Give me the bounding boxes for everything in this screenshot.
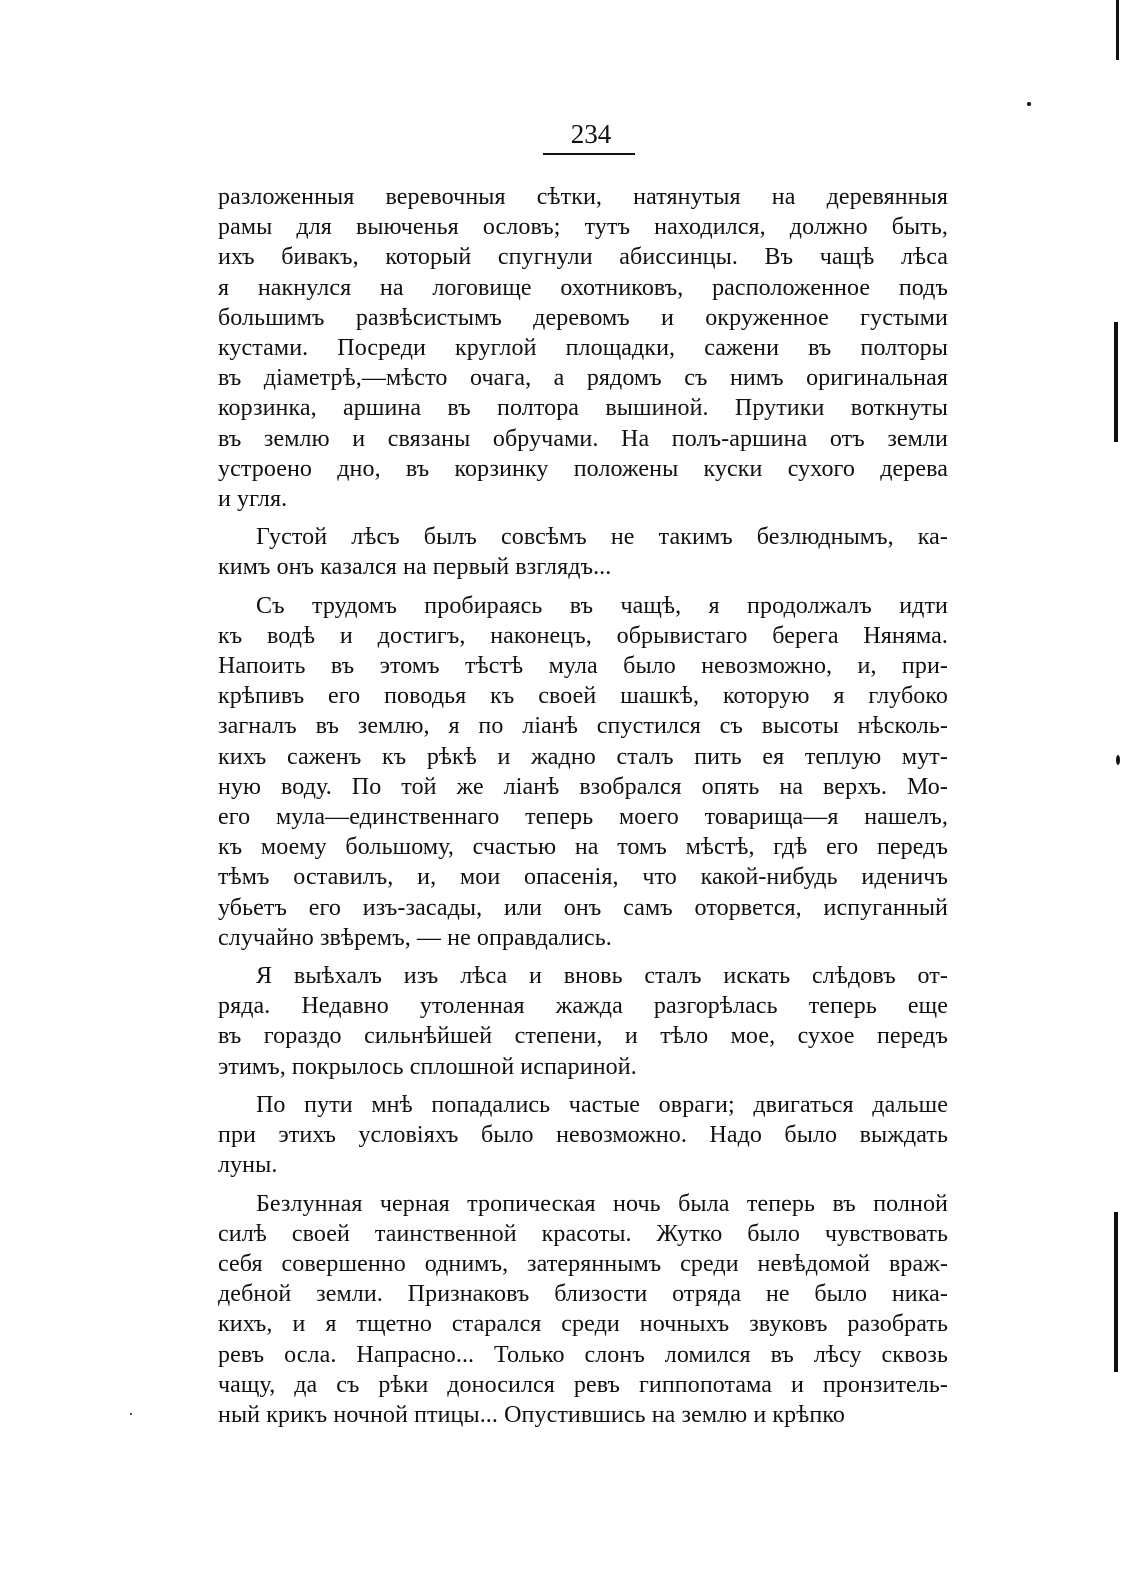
text-line: въ гораздо сильнѣйшей степени, и тѣло мое, сухое передъ [218, 1023, 948, 1050]
text-line: силѣ своей таинственной красоты. Жутко было чувствовать [218, 1220, 948, 1247]
text-line: убьетъ его изъ-засады, или онъ самъ оторвется, испуганный [218, 894, 948, 921]
scan-speck [130, 1413, 132, 1415]
paragraph [218, 591, 948, 953]
scan-edge-mark [1114, 322, 1118, 442]
text-line: корзинка, аршина въ полтора вышиной. Прутики воткнуты [218, 395, 948, 422]
text-line: Безлунная черная тропическая ночь была теперь въ полной [256, 1190, 948, 1217]
paragraph [218, 1189, 948, 1431]
text-line: и угля. [218, 486, 288, 513]
text-line: ихъ бивакъ, который спугнули абиссинцы. Въ чащѣ лѣса [218, 244, 948, 271]
body-text [218, 182, 948, 1430]
text-line: большимъ развѣсистымъ деревомъ и окруженное густыми [218, 304, 948, 331]
text-line: къ водѣ и достигъ, наконецъ, обрывистаго берега Няняма. [218, 622, 948, 649]
text-line: По пути мнѣ попадались частые овраги; двигаться дальше [256, 1091, 948, 1118]
text-line: кустами. Посреди круглой площадки, сажени въ полторы [218, 335, 948, 362]
text-line: этимъ, покрылось сплошной испариной. [218, 1053, 637, 1080]
paragraph [218, 1090, 948, 1181]
text-line: Съ трудомъ пробираясь въ чащѣ, я продолжалъ идти [256, 592, 948, 619]
text-line: я накнулся на логовище охотниковъ, расположенное подъ [218, 274, 948, 301]
text-line: загналъ въ землю, я по ліанѣ спустился съ высоты нѣсколь- [218, 713, 948, 740]
text-line: Густой лѣсъ былъ совсѣмъ не такимъ безлюднымъ, ка- [256, 524, 948, 551]
page-number-rule [543, 153, 635, 155]
scan-edge-mark [1114, 1212, 1118, 1372]
text-line: ряда. Недавно утоленная жажда разгорѣлась теперь еще [218, 993, 948, 1020]
text-line: кимъ онъ казался на первый взглядъ... [218, 554, 612, 581]
text-line: тѣмъ оставилъ, и, мои опасенія, что какой-нибудь иденичъ [218, 864, 948, 891]
text-line: кихъ саженъ къ рѣкѣ и жадно сталъ пить ея теплую мут- [218, 743, 948, 770]
text-line: крѣпивъ его поводья къ своей шашкѣ, которую я глубоко [218, 683, 948, 710]
text-line: при этихъ условіяхъ было невозможно. Надо было выждать [218, 1122, 948, 1149]
text-line: въ землю и связаны обручами. На полъ-аршина отъ земли [218, 425, 948, 452]
text-line: себя совершенно однимъ, затеряннымъ среди невѣдомой враж- [218, 1250, 948, 1277]
scan-edge-mark [1116, 0, 1119, 60]
text-line: ную воду. По той же ліанѣ взобрался опять на верхъ. Мо- [218, 773, 948, 800]
text-line: его мула—единственнаго теперь моего товарища—я нашелъ, [218, 804, 948, 831]
text-line: дебной земли. Признаковъ близости отряда не было ника- [218, 1281, 948, 1308]
text-line: чащу, да съ рѣки доносился ревъ гиппопотама и пронзитель- [218, 1371, 948, 1398]
text-line: ный крикъ ночной птицы... Опустившись на землю и крѣпко [218, 1401, 845, 1428]
paragraph [218, 961, 948, 1082]
paragraph [218, 182, 948, 514]
text-line: разложенныя веревочныя сѣтки, натянутыя на деревянныя [218, 184, 948, 210]
scan-speck [1027, 102, 1031, 106]
text-line: Я выѣхалъ изъ лѣса и вновь сталъ искать слѣдовъ от- [256, 963, 948, 990]
text-line: въ діаметрѣ,—мѣсто очага, а рядомъ съ нимъ оригинальная [218, 365, 948, 392]
page-number: 234 [570, 119, 612, 149]
text-line: рамы для выюченья ословъ; тутъ находился, должно быть, [218, 214, 948, 241]
text-line: кихъ, и я тщетно старался среди ночныхъ звуковъ разобрать [218, 1311, 948, 1338]
text-line: луны. [218, 1152, 278, 1179]
text-line: устроено дно, въ корзинку положены куски сухого дерева [218, 455, 948, 482]
scan-speck [1116, 755, 1120, 765]
paragraph [218, 522, 948, 582]
text-line: Напоить въ этомъ тѣстѣ мула было невозможно, и, при- [218, 653, 948, 680]
text-line: случайно звѣремъ, — не оправдались. [218, 924, 612, 951]
text-line: ревъ осла. Напрасно... Только слонъ ломился въ лѣсу сквозь [218, 1341, 948, 1368]
text-line: къ моему большому, счастью на томъ мѣстѣ, гдѣ его передъ [218, 834, 948, 861]
